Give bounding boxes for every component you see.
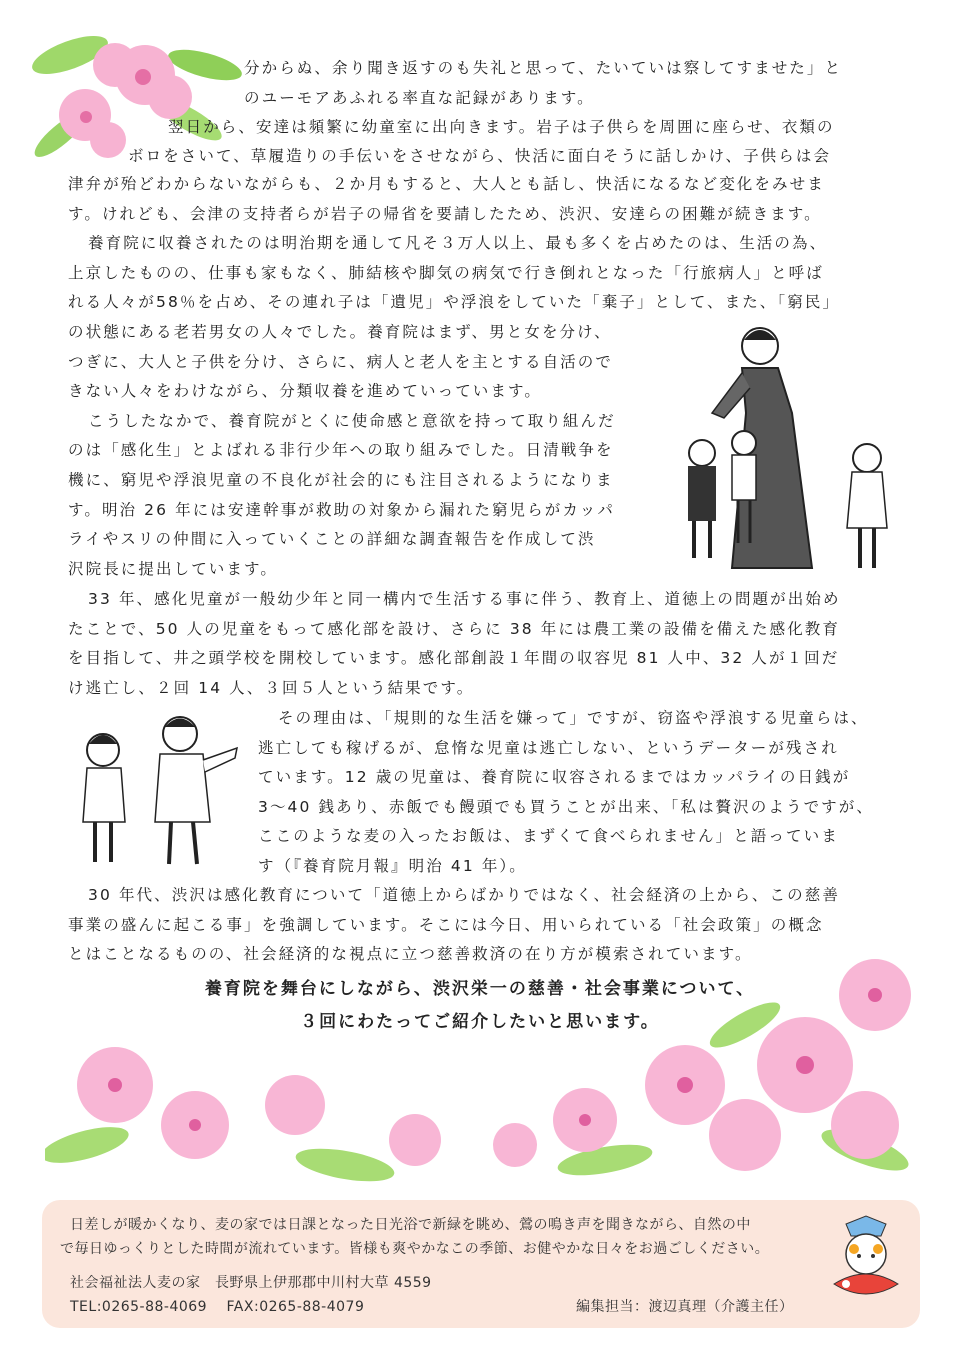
text-line: のユーモアあふれる率直な記録があります。 xyxy=(244,89,595,107)
footer-message: で毎日ゆっくりとした時間が流れています。皆様も爽やかなこの季節、お健やかな日々をお過ごしください。 xyxy=(60,1241,770,1257)
footer-org: 社会福祉法人麦の家 長野県上伊那郡中川村大草 4559 xyxy=(70,1275,432,1291)
two-children-illustration xyxy=(65,712,245,877)
text-line: 翌日から、安達は頻繁に幼童室に出向きます。岩子は子供らを周囲に座らせ、衣類の xyxy=(168,118,835,136)
closing-line: ３回にわたってご紹介したいと思います。 xyxy=(300,1012,660,1032)
paragraph-5: 30 年代、渋沢は感化教育について「道徳上からばかりではなく、社会経済の上から、この慈善 事業の盛んに起こる事」を強調しています。そこには今日、用いられている「社会政策」の概念 とはことなるものの、社会経済的な視点に立つ慈善救済の在り方が模索されています。 xyxy=(68,886,840,964)
footer-box xyxy=(42,1200,920,1328)
footer-message: 日差しが暖かくなり、麦の家では日課となった日光浴で新緑を眺め、鶯の鳴き声を聞きながら、自然の中 xyxy=(70,1217,751,1233)
closing-line: 養育院を舞台にしながら、渋沢栄一の慈善・社会事業について、 xyxy=(204,979,756,999)
mascot-carp-streamer-icon xyxy=(826,1214,906,1314)
footer-editor: 編集担当：渡辺真理（介護主任） xyxy=(576,1299,794,1315)
paragraph-3: 33 年、感化児童が一般幼少年と同一構内で生活する事に伴う、教育上、道徳上の問題が出始め たことで、50 人の児童をもって感化部を設け、さらに 38 年には農工業の設備を備えた感化教育 を目指して、井之頭学校を開校しています。感化部創設１年間の収容児 81 人中、32 人が１回だ け逃亡し、２回 14 人、３回５人という結果です。 xyxy=(68,590,841,697)
text-line: ボロをさいて、草履造りの手伝いをさせながら、快活に面白そうに話しかけ、子供らは会 xyxy=(128,147,832,165)
teacher-with-children-illustration xyxy=(672,318,897,583)
paragraph-4: その理由は、「規則的な生活を嫌って」ですが、窃盗や浮浪する児童らは、 逃亡しても稼げるが、怠惰な児童は逃亡しない、というデーターが残され ています。12 歳の児童は、養育院に収容されるまではカッパライの日銭が 3～40 銭あり、赤飯でも饅頭でも買うことが出来、「私は贅沢のようですが、 ここのような麦の入ったお飯は、まずくて食べられません」と語っていま す（『養育院月報』明治 41 年）。 xyxy=(258,709,874,875)
text-line: 分からぬ、余り聞き返すのも失礼と思って、たいていは察してすませた」と xyxy=(244,59,843,77)
paragraph-1: 津弁が殆どわからないながらも、２か月もすると、大人とも話し、快活になるなど変化をみせま す。けれども、会津の支持者らが岩子の帰省を要請したため、渋沢、安達らの困難が続きます。 養育院に収養されたのは明治期を通して凡そ３万人以上、最も多くを占めたのは、生活の為、 上京したものの、仕事も家もなく、肺結核や脚気の病気で行き倒れとなった「行旅病人」と呼ば れる人々が58％を占め、その連れ子は「遺児」や浮浪をしていた「棄子」として、また、「窮民」 xyxy=(68,175,841,312)
footer-contact: TEL:0265-88-4069 FAX:0265-88-4079 xyxy=(70,1299,365,1315)
paragraph-2: の状態にある老若男女の人々でした。養育院はまず、男と女を分け、 つぎに、大人と子供を分け、さらに、病人と老人を主とする自活ので きない人々をわけながら、分類収養を進めていっています。 こうしたなかで、養育院がとくに使命感と意欲を持って取り組んだ のは「感化生」とよばれる非行少年への取り組みでした。日清戦争を 機に、窮児や浮浪児童の不良化が社会的にも注目されるようになりま す。明治 26 年には安達幹事が救助の対象から漏れた窮児らがカッパ ライやスリの仲間に入っていくことの詳細な調査報告を作成して渋 沢院長に提出しています。 xyxy=(68,323,616,578)
